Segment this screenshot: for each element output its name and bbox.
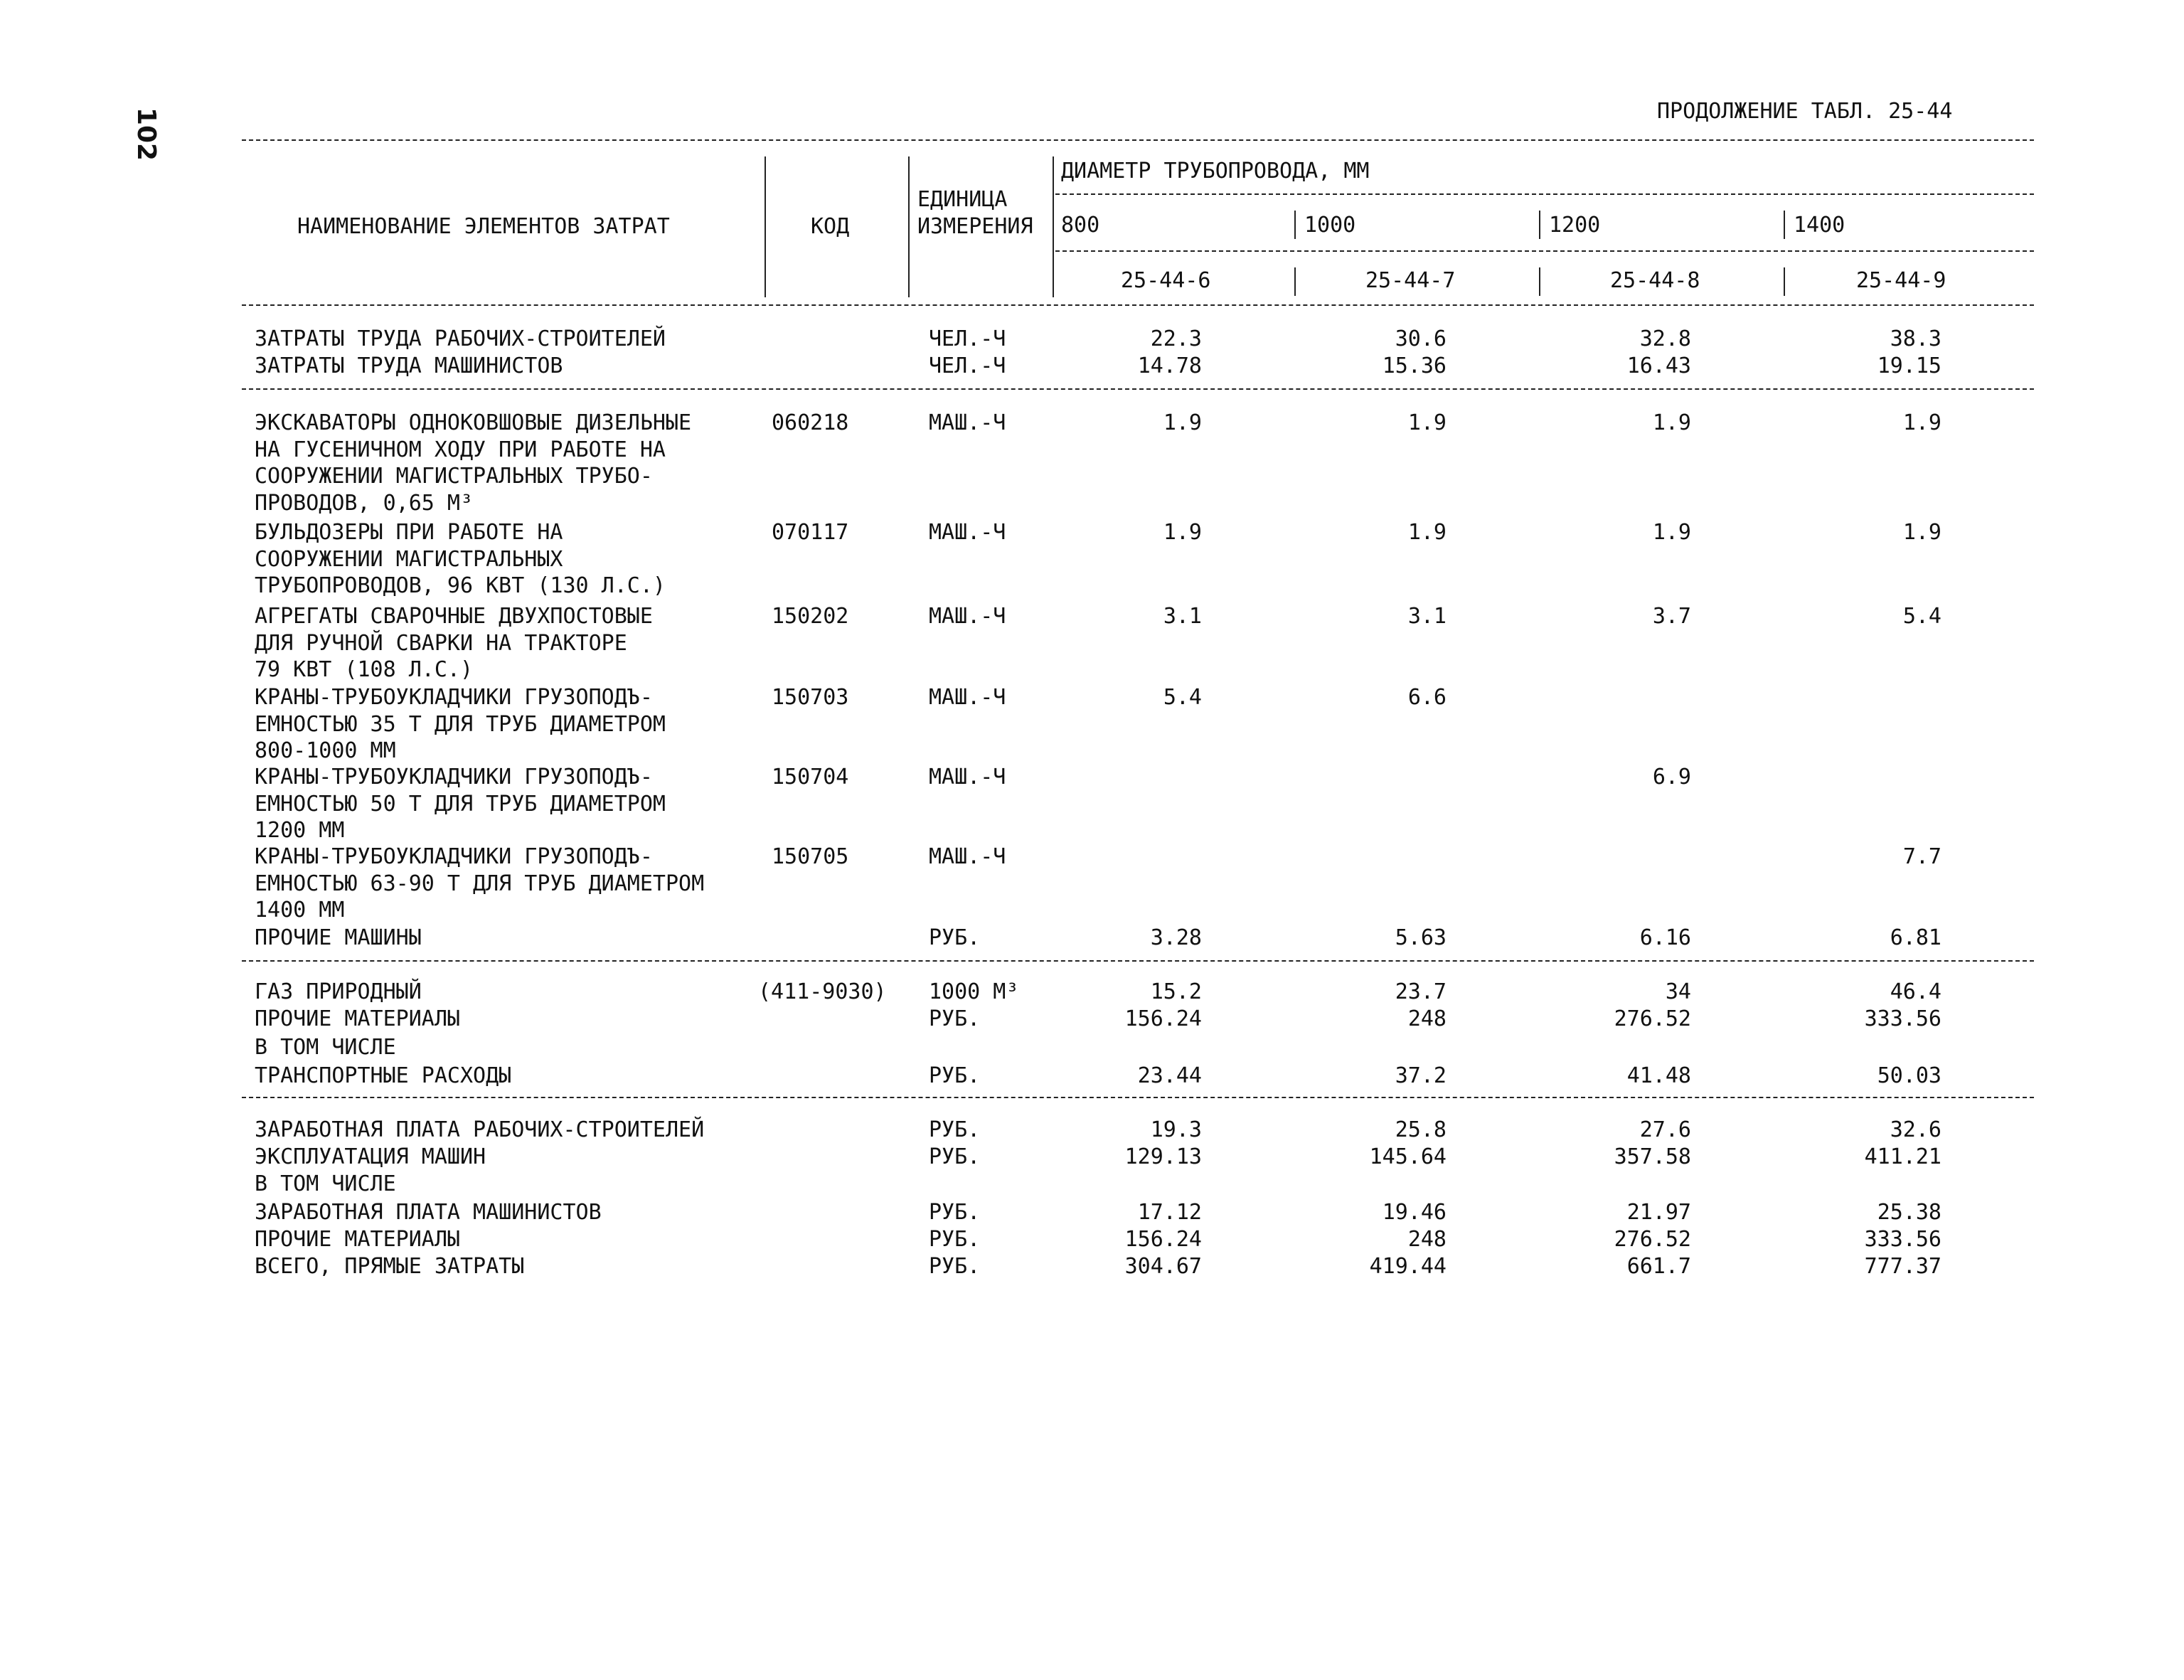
row-value: 1.9 xyxy=(1163,410,1202,435)
row-value: 19.46 xyxy=(1382,1200,1447,1225)
row-name-line: ТРАНСПОРТНЫЕ РАСХОДЫ xyxy=(255,1063,512,1088)
section-rule-machines xyxy=(242,960,2034,962)
row-value: 1.9 xyxy=(1902,410,1941,435)
row-name-line: 800-1000 ММ xyxy=(255,738,396,763)
header-diameter-1400: 1400 xyxy=(1794,213,1845,238)
row-name-line: КРАНЫ-ТРУБОУКЛАДЧИКИ ГРУЗОПОДЪ- xyxy=(255,765,653,790)
row-name-line: ГАЗ ПРИРОДНЫЙ xyxy=(255,979,422,1004)
row-value: 19.3 xyxy=(1150,1117,1202,1142)
row-name-line: 1200 ММ xyxy=(255,818,345,843)
header-separator-d1400 xyxy=(1784,211,1785,239)
row-unit: ЧЕЛ.-Ч xyxy=(929,326,1006,351)
header-diameter-title: ДИАМЕТР ТРУБОПРОВОДА, ММ xyxy=(1061,159,1370,184)
row-unit: МАШ.-Ч xyxy=(929,604,1006,629)
row-value: 1.9 xyxy=(1652,520,1691,545)
header-separator-code9 xyxy=(1784,267,1785,296)
row-name-line: ЗАРАБОТНАЯ ПЛАТА МАШИНИСТОВ xyxy=(255,1200,602,1225)
row-value: 27.6 xyxy=(1639,1117,1691,1142)
row-name-line: ПРОВОДОВ, 0,65 М³ xyxy=(255,490,474,516)
row-name-line: ЕМНОСТЬЮ 50 Т ДЛЯ ТРУБ ДИАМЕТРОМ xyxy=(255,791,666,817)
row-value: 156.24 xyxy=(1124,1006,1202,1031)
row-value: 6.6 xyxy=(1407,685,1447,710)
row-value: 1.9 xyxy=(1407,520,1447,545)
row-value: 276.52 xyxy=(1614,1227,1691,1252)
row-value: 276.52 xyxy=(1614,1006,1691,1031)
row-value: 7.7 xyxy=(1902,844,1941,869)
row-name-line: 1400 ММ xyxy=(255,898,345,923)
row-value: 248 xyxy=(1407,1006,1447,1031)
header-diameter-rule xyxy=(1055,193,2034,195)
row-value: 3.1 xyxy=(1407,604,1447,629)
header-top-rule xyxy=(242,139,2034,141)
row-unit: 1000 М³ xyxy=(929,979,1019,1004)
row-unit: РУБ. xyxy=(929,1200,981,1225)
header-separator-code8 xyxy=(1539,267,1540,296)
row-value: 661.7 xyxy=(1626,1254,1691,1279)
row-value: 129.13 xyxy=(1124,1144,1202,1169)
row-value: 1.9 xyxy=(1652,410,1691,435)
row-value: 22.3 xyxy=(1150,326,1202,351)
row-value: 32.8 xyxy=(1639,326,1691,351)
row-name-line: В ТОМ ЧИСЛЕ xyxy=(255,1035,396,1060)
header-separator-d1200 xyxy=(1539,211,1540,239)
row-value: 21.97 xyxy=(1626,1200,1691,1225)
row-name-line: ТРУБОПРОВОДОВ, 96 КВТ (130 Л.С.) xyxy=(255,573,666,598)
row-name-line: ВСЕГО, ПРЯМЫЕ ЗАТРАТЫ xyxy=(255,1254,525,1279)
row-unit: РУБ. xyxy=(929,1006,981,1031)
header-separator-name-code xyxy=(765,156,766,297)
header-diameter-1200: 1200 xyxy=(1549,213,1601,238)
row-value: 357.58 xyxy=(1614,1144,1691,1169)
row-name-line: КРАНЫ-ТРУБОУКЛАДЧИКИ ГРУЗОПОДЪ- xyxy=(255,685,653,710)
row-unit: МАШ.-Ч xyxy=(929,844,1006,869)
header-diameter-1000: 1000 xyxy=(1304,213,1356,238)
section-rule-labour xyxy=(242,388,2034,390)
row-value: 333.56 xyxy=(1864,1227,1941,1252)
row-value: 23.44 xyxy=(1137,1063,1202,1088)
row-name-line: В ТОМ ЧИСЛЕ xyxy=(255,1171,396,1196)
row-name-line: ДЛЯ РУЧНОЙ СВАРКИ НА ТРАКТОРЕ xyxy=(255,630,627,656)
row-unit: РУБ. xyxy=(929,1063,981,1088)
header-separator-code-unit xyxy=(908,156,910,297)
row-name-line: ЗАТРАТЫ ТРУДА РАБОЧИХ-СТРОИТЕЛЕЙ xyxy=(255,326,666,351)
row-name-line: КРАНЫ-ТРУБОУКЛАДЧИКИ ГРУЗОПОДЪ- xyxy=(255,844,653,869)
row-name-line: ЗАТРАТЫ ТРУДА МАШИНИСТОВ xyxy=(255,353,563,378)
row-value: 16.43 xyxy=(1626,353,1691,378)
row-name-line: ЕМНОСТЬЮ 35 Т ДЛЯ ТРУБ ДИАМЕТРОМ xyxy=(255,711,666,737)
row-name-line: 79 КВТ (108 Л.С.) xyxy=(255,657,474,682)
row-code: 150703 xyxy=(772,685,849,710)
row-value: 1.9 xyxy=(1163,520,1202,545)
row-value: 17.12 xyxy=(1137,1200,1202,1225)
row-value: 15.2 xyxy=(1150,979,1202,1004)
row-value: 156.24 xyxy=(1124,1227,1202,1252)
table-caption: ПРОДОЛЖЕНИЕ ТАБЛ. 25-44 xyxy=(1657,99,1953,124)
row-value: 248 xyxy=(1407,1227,1447,1252)
row-value: 3.7 xyxy=(1652,604,1691,629)
row-value: 6.9 xyxy=(1652,765,1691,790)
row-value: 3.1 xyxy=(1163,604,1202,629)
row-name-line: АГРЕГАТЫ СВАРОЧНЫЕ ДВУХПОСТОВЫЕ xyxy=(255,604,653,629)
row-value: 23.7 xyxy=(1395,979,1447,1004)
header-diameter-800: 800 xyxy=(1061,213,1100,238)
header-separator-unit-values xyxy=(1053,156,1054,297)
row-code: 150704 xyxy=(772,765,849,790)
row-name-line: НА ГУСЕНИЧНОМ ХОДУ ПРИ РАБОТЕ НА xyxy=(255,437,666,462)
page-number: 102 xyxy=(132,107,161,161)
header-code-25-44-6: 25-44-6 xyxy=(1121,268,1211,293)
row-value: 34 xyxy=(1665,979,1691,1004)
row-value: 30.6 xyxy=(1395,326,1447,351)
row-name-line: ЗАРАБОТНАЯ ПЛАТА РАБОЧИХ-СТРОИТЕЛЕЙ xyxy=(255,1117,705,1142)
row-code: 060218 xyxy=(772,410,849,435)
row-value: 6.16 xyxy=(1639,925,1691,950)
row-value: 3.28 xyxy=(1150,925,1202,950)
header-separator-code7 xyxy=(1294,267,1296,296)
row-value: 419.44 xyxy=(1369,1254,1447,1279)
row-code: (411-9030) xyxy=(758,979,887,1004)
row-name-line: СООРУЖЕНИИ МАГИСТРАЛЬНЫХ ТРУБО- xyxy=(255,464,653,489)
row-unit: МАШ.-Ч xyxy=(929,685,1006,710)
header-code-rule xyxy=(1055,250,2034,252)
row-value: 14.78 xyxy=(1137,353,1202,378)
row-value: 41.48 xyxy=(1626,1063,1691,1088)
row-name-line: ЭКСКАВАТОРЫ ОДНОКОВШОВЫЕ ДИЗЕЛЬНЫЕ xyxy=(255,410,692,435)
row-value: 25.8 xyxy=(1395,1117,1447,1142)
row-unit: РУБ. xyxy=(929,1144,981,1169)
row-unit: РУБ. xyxy=(929,1254,981,1279)
row-name-line: ПРОЧИЕ МАТЕРИАЛЫ xyxy=(255,1227,460,1252)
row-code: 150202 xyxy=(772,604,849,629)
row-code: 070117 xyxy=(772,520,849,545)
row-unit: РУБ. xyxy=(929,925,981,950)
header-code-column: КОД xyxy=(811,214,850,239)
row-value: 50.03 xyxy=(1877,1063,1941,1088)
row-unit: МАШ.-Ч xyxy=(929,765,1006,790)
row-value: 46.4 xyxy=(1890,979,1941,1004)
row-unit: МАШ.-Ч xyxy=(929,410,1006,435)
header-unit-column-line2: ИЗМЕРЕНИЯ xyxy=(917,214,1033,239)
row-value: 15.36 xyxy=(1382,353,1447,378)
row-name-line: ПРОЧИЕ МАТЕРИАЛЫ xyxy=(255,1006,460,1031)
row-unit: РУБ. xyxy=(929,1227,981,1252)
row-value: 333.56 xyxy=(1864,1006,1941,1031)
row-value: 5.63 xyxy=(1395,925,1447,950)
row-value: 5.4 xyxy=(1163,685,1202,710)
row-value: 6.81 xyxy=(1890,925,1941,950)
row-value: 25.38 xyxy=(1877,1200,1941,1225)
row-value: 37.2 xyxy=(1395,1063,1447,1088)
header-separator-d1000 xyxy=(1294,211,1296,239)
row-name-line: БУЛЬДОЗЕРЫ ПРИ РАБОТЕ НА xyxy=(255,520,563,545)
row-value: 1.9 xyxy=(1407,410,1447,435)
row-value: 38.3 xyxy=(1890,326,1941,351)
row-name-line: СООРУЖЕНИИ МАГИСТРАЛЬНЫХ xyxy=(255,546,563,572)
row-name-line: ПРОЧИЕ МАШИНЫ xyxy=(255,925,422,950)
row-value: 304.67 xyxy=(1124,1254,1202,1279)
row-value: 777.37 xyxy=(1864,1254,1941,1279)
row-value: 145.64 xyxy=(1369,1144,1447,1169)
row-unit: ЧЕЛ.-Ч xyxy=(929,353,1006,378)
row-value: 19.15 xyxy=(1877,353,1941,378)
header-code-25-44-8: 25-44-8 xyxy=(1610,268,1700,293)
row-code: 150705 xyxy=(772,844,849,869)
row-unit: МАШ.-Ч xyxy=(929,520,1006,545)
section-rule-materials xyxy=(242,1097,2034,1098)
row-unit: РУБ. xyxy=(929,1117,981,1142)
row-name-line: ЭКСПЛУАТАЦИЯ МАШИН xyxy=(255,1144,486,1169)
row-value: 411.21 xyxy=(1864,1144,1941,1169)
row-name-line: ЕМНОСТЬЮ 63-90 Т ДЛЯ ТРУБ ДИАМЕТРОМ xyxy=(255,871,705,896)
row-value: 32.6 xyxy=(1890,1117,1941,1142)
section-rule-header xyxy=(242,304,2034,306)
row-value: 1.9 xyxy=(1902,520,1941,545)
header-name-column: НАИМЕНОВАНИЕ ЭЛЕМЕНТОВ ЗАТРАТ xyxy=(297,214,670,239)
header-code-25-44-9: 25-44-9 xyxy=(1856,268,1946,293)
header-code-25-44-7: 25-44-7 xyxy=(1365,268,1456,293)
row-value: 5.4 xyxy=(1902,604,1941,629)
header-unit-column-line1: ЕДИНИЦА xyxy=(917,187,1008,212)
